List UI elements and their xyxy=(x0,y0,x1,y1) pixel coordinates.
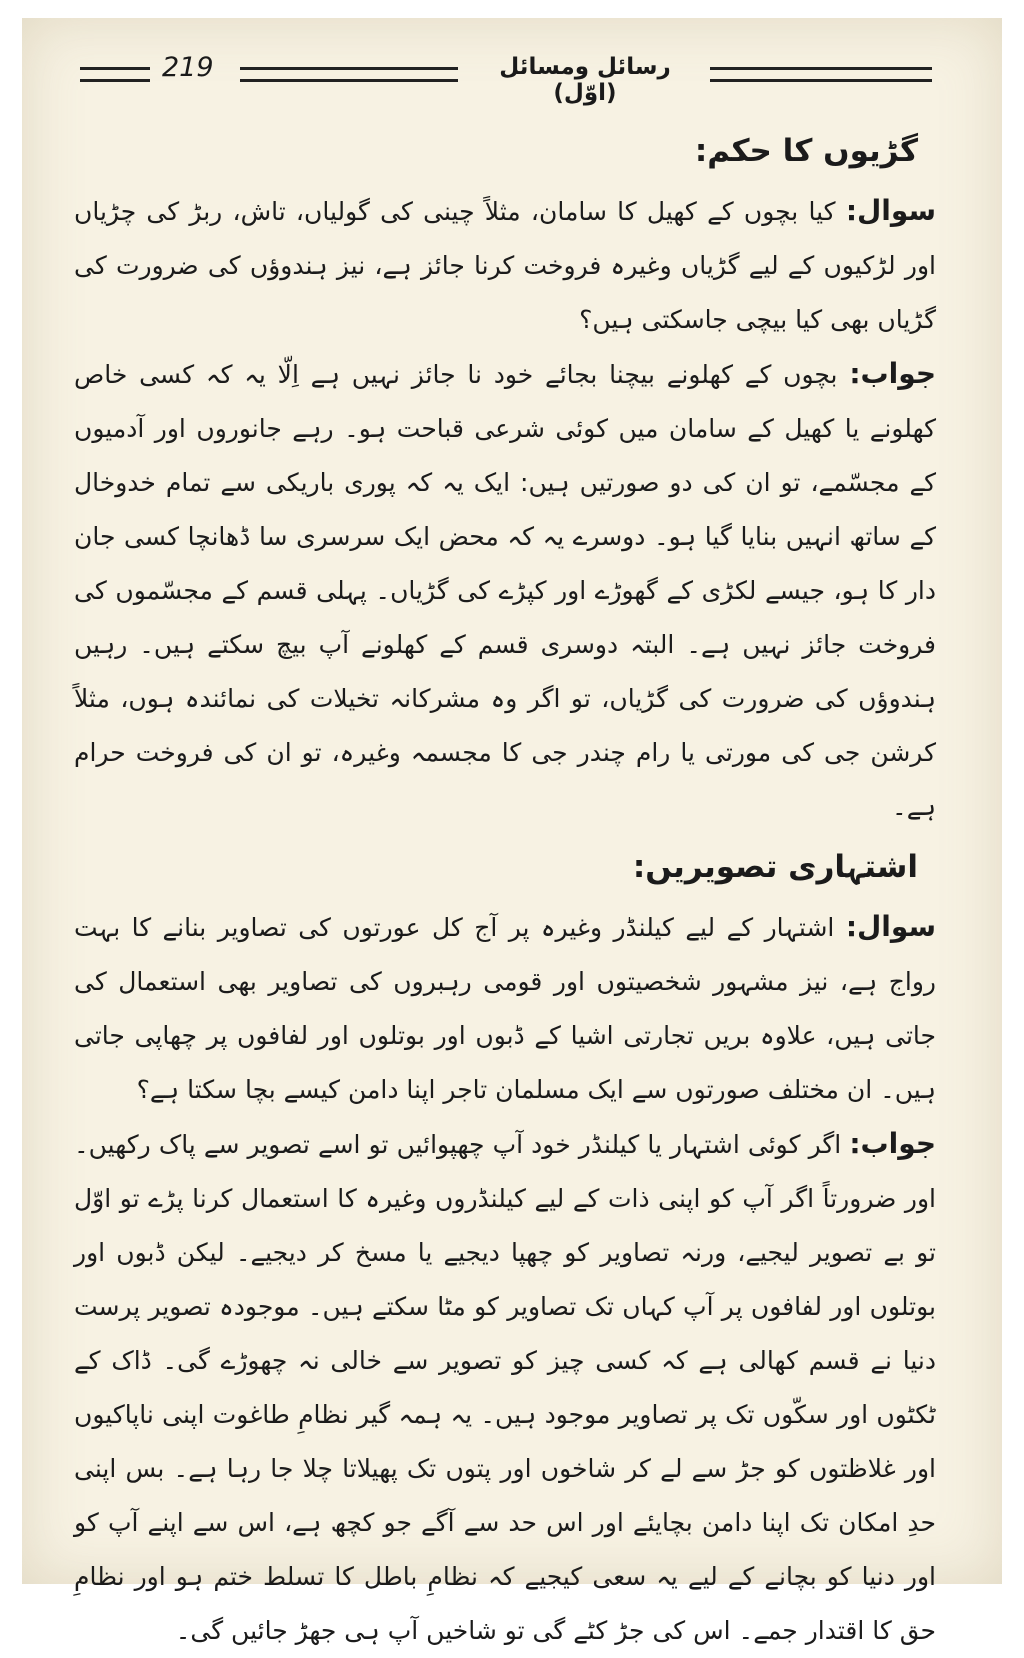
question-label: سوال: xyxy=(845,910,936,943)
section-heading-advertising-pictures: اشتہاری تصویریں: xyxy=(632,849,918,885)
section-gap xyxy=(74,834,936,842)
header-rule-middle xyxy=(240,67,458,82)
question-paragraph xyxy=(74,900,936,1117)
answer-paragraph xyxy=(74,347,936,834)
answer-label: جواب: xyxy=(849,357,936,390)
question-text: اشتہار کے لیے کیلنڈر وغیرہ پر آج کل عورتوں کی تصاویر بنانے کا بہت رواج ہے، نیز مشہور شخصیتوں اور قومی رہبروں کی تصاویر بھی استعمال کی جاتی ہیں، علاوہ بریں تجارتی اشیا کے ڈبوں اور بوتلوں اور لفافوں پر چھاپی جاتی ہیں۔ ان مختلف صورتوں سے ایک مسلمان تاجر اپنا دامن کیسے بچا سکتا ہے؟ xyxy=(74,913,936,1104)
answer-paragraph xyxy=(74,1117,936,1658)
question-label: سوال: xyxy=(845,194,936,227)
page-content xyxy=(74,126,936,1658)
answer-label: جواب: xyxy=(849,1127,936,1160)
section-heading-dolls: گڑیوں کا حکم: xyxy=(694,133,918,169)
question-text: کیا بچوں کے کھیل کا سامان، مثلاً چینی کی گولیاں، تاش، ربڑ کی چڑیاں اور لڑکیوں کے لیے گڑیاں وغیرہ فروخت کرنا جائز ہے، نیز ہندوؤں کی ضرورت کی گڑیاں بھی کیا بیچی جاسکتی ہیں؟ xyxy=(74,197,936,334)
answer-text: بچوں کے کھلونے بیچنا بجائے خود نا جائز نہیں ہے اِلّا یہ کہ کسی خاص کھلونے یا کھیل کے سامان میں کوئی شرعی قباحت ہو۔ رہے جانوروں اور آدمیوں کے مجسّمے، تو ان کی دو صورتیں ہیں: ایک یہ کہ پوری باریکی سے تمام خدوخال کے ساتھ انہیں بنایا گیا ہو۔ دوسرے یہ کہ محض ایک سرسری سا ڈھانچا کسی جان دار کا ہو، جیسے لکڑی کے گھوڑے اور کپڑے کی گڑیاں۔ پہلی قسم کے مجسّموں کی فروخت جائز نہیں ہے۔ البتہ دوسری قسم کے کھلونے آپ بیچ سکتے ہیں۔ رہیں ہندوؤں کی ضرورت کی گڑیاں، تو اگر وہ مشرکانہ تخیلات کی نمائندہ ہوں، مثلاً کرشن جی کی مورتی یا رام چندر جی کا مجسمہ وغیرہ، تو ان کی فروخت حرام ہے۔ xyxy=(74,360,936,821)
question-paragraph xyxy=(74,184,936,347)
book-page xyxy=(22,18,1002,1645)
header-rule-right xyxy=(710,67,932,82)
page-number: 219 xyxy=(162,52,214,83)
answer-text: اگر کوئی اشتہار یا کیلنڈر خود آپ چھپوائیں تو اسے تصویر سے پاک رکھیں۔ اور ضرورتاً اگر آپ کو اپنی ذات کے لیے کیلنڈروں وغیرہ کا استعمال کرنا پڑے تو اوّل تو بے تصویر لیجیے، ورنہ تصاویر کو چھپا دیجیے یا مسخ کر دیجیے۔ لیکن ڈبوں اور بوتلوں اور لفافوں پر آپ کہاں تک تصاویر کو مٹا سکتے ہیں۔ موجودہ تصویر پرست دنیا نے قسم کھالی ہے کہ کسی چیز کو تصویر سے خالی نہ چھوڑے گی۔ ڈاک کے ٹکٹوں اور سکّوں تک پر تصاویر موجود ہیں۔ یہ ہمہ گیر نظامِ طاغوت اپنی ناپاکیوں اور غلاظتوں کو جڑ سے لے کر شاخوں اور پتوں تک پھیلاتا چلا جا رہا ہے۔ بس اپنی حدِ امکان تک اپنا دامن بچایئے اور اس حد سے آگے جو کچھ ہے، اس سے اپنے آپ کو اور دنیا کو بچانے کے لیے یہ سعی کیجیے کہ نظامِ باطل کا تسلط ختم ہو اور نظامِ حق کا اقتدار جمے۔ اس کی جڑ کٹے گی تو شاخیں آپ ہی جھڑ جائیں گی۔ xyxy=(74,1130,936,1645)
running-header xyxy=(80,52,932,106)
header-rule-left xyxy=(80,67,150,82)
book-title: رسائل ومسائل (اوّل) xyxy=(499,54,671,106)
